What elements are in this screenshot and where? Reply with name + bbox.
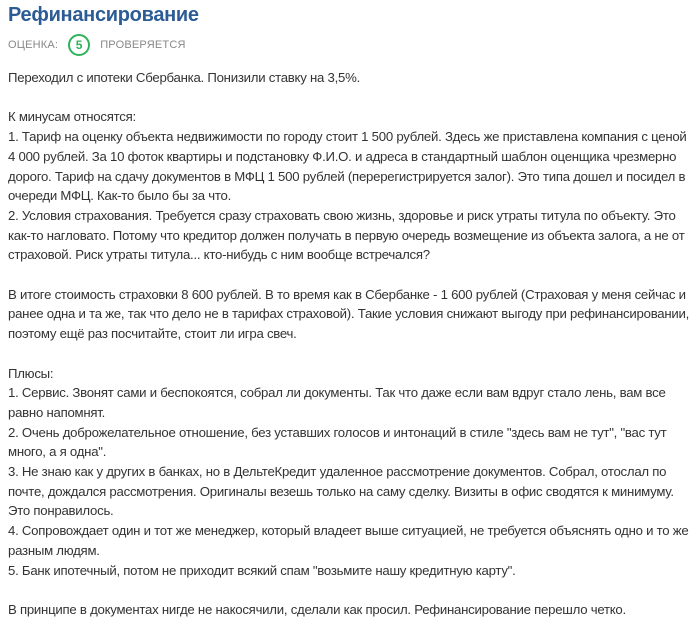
paragraph-gap — [8, 265, 692, 285]
paragraph-gap — [8, 344, 692, 364]
review-title: Рефинансирование — [8, 4, 199, 26]
review-paragraph: В итоге стоимость страховки 8 600 рублей. В то время как в Сбербанке - 1 600 рублей (Страховая у меня сейчас и ранее одна и та же, так что дело не в тарифах страховой). Такие условия снижают выгоду при рефинансировании, поэтому ещё раз посчитайте, стоит ли игра свеч. — [8, 286, 690, 342]
review-paragraph: Переходил с ипотеки Сбербанка. Понизили ставку на 3,5%. — [8, 70, 360, 85]
rating-label: ОЦЕНКА: — [8, 39, 59, 51]
review-paragraph: 5. Банк ипотечный, потом не приходит всякий спам "возьмите нашу кредитную карту". — [8, 562, 516, 578]
review-paragraph: 1. Сервис. Звонят сами и беспокоятся, собрал ли документы. Так что даже если вам вдруг стало лень, вам все равно напомнят. — [8, 385, 666, 420]
review-text — [8, 68, 692, 620]
status-badge: ПРОВЕРЯЕТСЯ — [100, 39, 186, 51]
review-paragraph: Плюсы: — [8, 365, 54, 381]
review-paragraph: К минусам относятся: — [8, 109, 136, 125]
review-paragraph: 2. Условия страхования. Требуется сразу страховать свою жизнь, здоровье и риск утраты титула по объекту. Это как-то нагловато. Потому что кредитор должен получать в первую очередь возмещение из объекта залога, а не от страховой. Риск утраты титула... кто-нибудь с ним вообще встречался? — [8, 207, 685, 263]
paragraph-gap — [8, 88, 692, 108]
rating-badge: 5 — [68, 34, 90, 56]
rating-row — [8, 32, 692, 58]
review-paragraph: 4. Сопровождает один и тот же менеджер, который владеет выше ситуацией, не требуется объяснять одно и то же разным людям. — [8, 523, 689, 558]
review-paragraph: 1. Тариф на оценку объекта недвижимости по городу стоит 1 500 рублей. Здесь же приставлена компания с ценой 4 000 рублей. За 10 фоток квартиры и подстановку Ф.И.О. и адреса в стандартный шаблон оценщика чрезмерно дорого. Тариф на сдачу документов в МФЦ 1 500 рублей (перерегистрируется залог). Это типа дошел и посидел в очереди МФЦ. Как-то было бы за что. — [8, 129, 687, 204]
review-paragraph: 3. Не знаю как у других в банках, но в ДельтеКредит удаленное рассмотрение документов. Собрал, отослал по почте, дождался рассмотрения. Оригиналы везешь только на саму сделку. Визиты в офис сводятся к минимуму. Это понравилось. — [8, 464, 674, 519]
review-paragraph: В принципе в документах нигде не накосячили, сделали как просил. Рефинансирование перешло четко. — [8, 601, 626, 617]
review-paragraph: 2. Очень доброжелательное отношение, без уставших голосов и интонаций в стиле "здесь вам не тут", "вас тут много, а я одна". — [8, 424, 667, 460]
paragraph-gap — [8, 580, 692, 600]
